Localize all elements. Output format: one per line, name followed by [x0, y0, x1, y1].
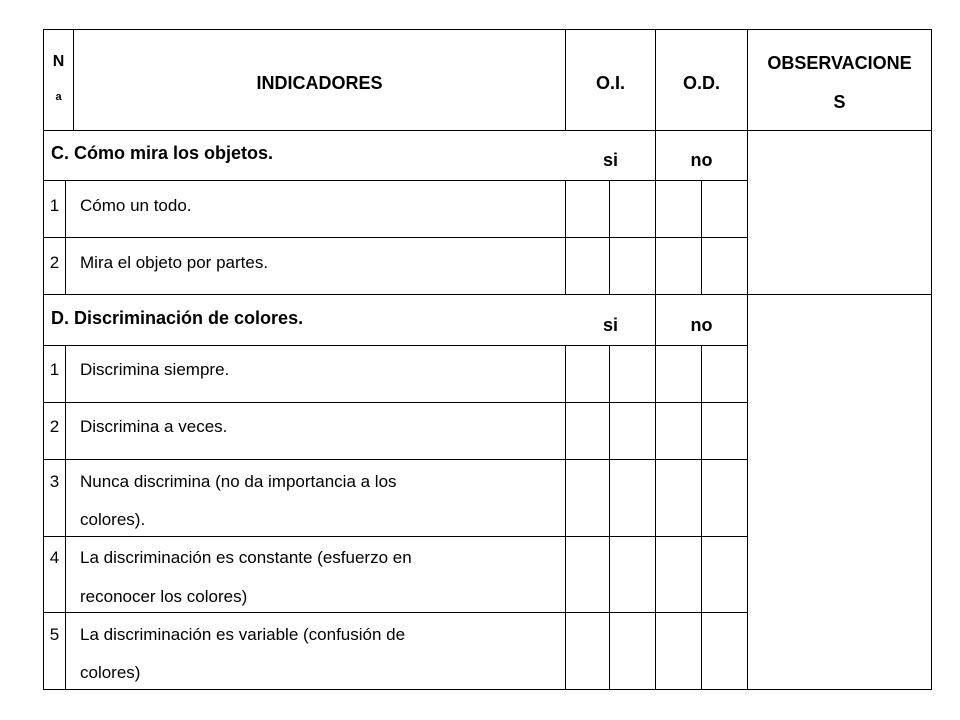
section-c-yes-label: si: [602, 150, 618, 170]
row-rule: [43, 402, 748, 403]
row-rule: [43, 612, 748, 613]
table-border-bottom: [43, 689, 932, 690]
number-column-rule: [65, 345, 66, 690]
section-c-no-label: no: [690, 150, 713, 170]
header-bottom-rule: [43, 130, 932, 131]
section-c-bottom-rule: [43, 294, 932, 295]
observaciones-column-rule: [747, 29, 748, 690]
indicator-text-continued: colores): [80, 663, 141, 682]
oi-split-rule: [609, 345, 610, 690]
indicator-text-continued: colores).: [80, 510, 146, 529]
row-number: 2: [49, 253, 60, 272]
section-d-no-label: no: [690, 315, 713, 335]
indicator-text: Discrimina siempre.: [80, 360, 230, 379]
od-split-rule: [701, 345, 702, 690]
section-d-title: D. Discriminación de colores.: [51, 308, 304, 328]
indicator-text: Mira el objeto por partes.: [80, 253, 269, 272]
row-rule: [43, 459, 748, 460]
table-border-right: [931, 29, 932, 690]
indicator-text: Nunca discrimina (no da importancia a los: [80, 472, 397, 491]
row-number: 2: [49, 417, 60, 436]
table-border-top: [43, 29, 932, 30]
header-number-label: N: [52, 53, 65, 70]
row-number: 1: [49, 360, 60, 379]
header-observaciones-wrap: S: [833, 92, 846, 112]
header-oi: O.I.: [595, 73, 625, 93]
indicator-text: La discriminación es constante (esfuerzo en: [80, 548, 412, 567]
row-number: 1: [49, 196, 60, 215]
indicator-text: Discrimina a veces.: [80, 417, 228, 436]
header-number-sub-label: a: [55, 91, 62, 103]
od-split-rule: [701, 180, 702, 295]
indicator-text-continued: reconocer los colores): [80, 587, 248, 606]
section-c-title: C. Cómo mira los objetos.: [51, 143, 274, 163]
header-od: O.D.: [682, 73, 720, 93]
indicator-text: La discriminación es variable (confusión de: [80, 625, 406, 644]
number-column-rule: [65, 180, 66, 295]
oi-split-rule: [609, 180, 610, 295]
section-c-sub-rule: [43, 180, 748, 181]
header-indicadores: INDICADORES: [256, 73, 383, 93]
row-rule: [43, 536, 748, 537]
row-number: 4: [49, 548, 60, 567]
section-d-yes-label: si: [602, 315, 618, 335]
row-rule: [43, 237, 748, 238]
oi-column-rule: [565, 345, 566, 690]
oi-column-rule: [565, 180, 566, 295]
row-number: 3: [49, 472, 60, 491]
row-number: 5: [49, 625, 60, 644]
od-column-rule: [655, 29, 656, 690]
indicator-text: Cómo un todo.: [80, 196, 192, 215]
section-d-sub-rule: [43, 345, 748, 346]
header-observaciones: OBSERVACIONE: [767, 53, 912, 73]
